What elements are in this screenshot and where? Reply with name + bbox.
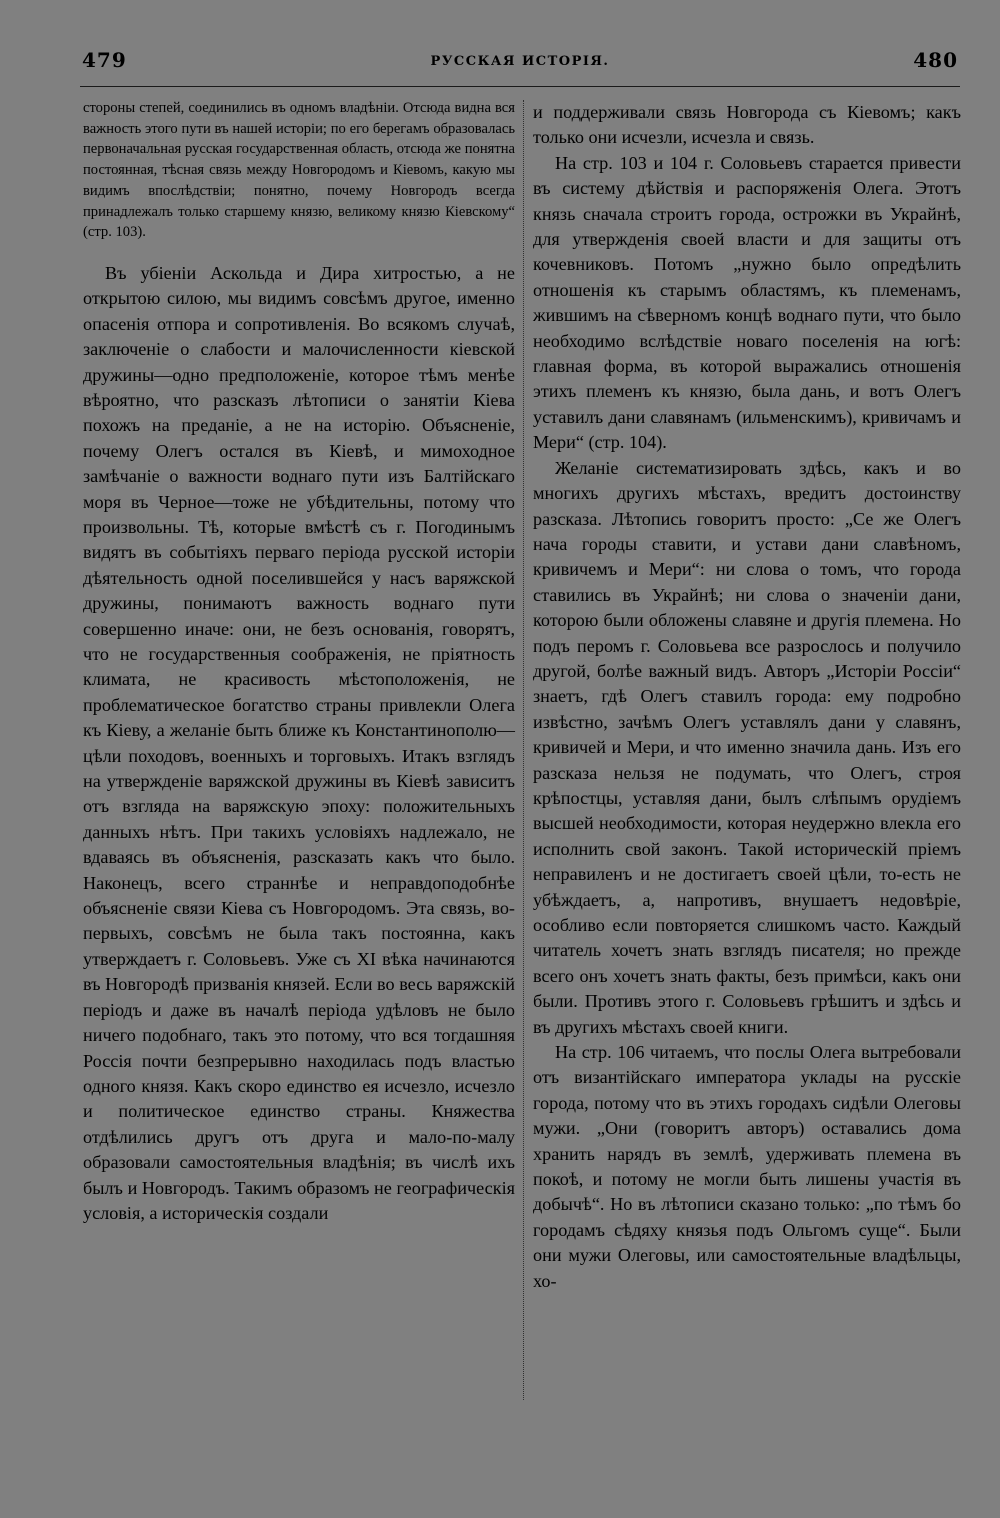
running-title: РУССКАЯ ИСТОРІЯ. bbox=[430, 54, 610, 69]
paragraph: На стр. 106 читаемъ, что послы Олега вытребовали отъ византійскаго императора уклады на русскіе города, потому что въ этихъ городахъ сидѣли Олеговы мужи. „Они (говоритъ авторъ) оставались дома хранить нарядъ въ землѣ, удерживать племена въ покоѣ, и потому не могли быть лишены участія въ добычѣ“. Но въ лѣтописи сказано только: „по тѣмъ бо городамъ сѣдяху князья подъ Ольгомъ суще“. Были они мужи Олеговы, или самостоятельные владѣльцы, хо- bbox=[533, 1042, 961, 1291]
paragraph-gap bbox=[83, 251, 515, 261]
paragraph: Въ убіеніи Аскольда и Дира хитростью, а не открытою силою, мы видимъ совсѣмъ другое, именно опасенія отпора и сопротивленія. Во всякомъ случаѣ, заключеніе о слабости и малочисленности кіевской дружины—одно предположеніе, которое тѣмъ менѣе вѣроятно, что разсказъ лѣтописи о занятіи Кіева похожъ на преданіе, а не на исторію. Объясненіе, почему Олегъ остался въ Кіевѣ, и мимоходное замѣчаніе о важности воднаго пути изъ Балтійскаго моря въ Черное—тоже не убѣдительны, потому что произвольны. Тѣ, которые вмѣстѣ съ г. Погодинымъ видятъ въ событіяхъ перваго періода русской исторіи дѣятельность одной поселившейся у насъ варяжской дружины, понимаютъ важность воднаго пути совершенно иначе: они, не безъ основанія, говорятъ, что не государственныя соображенія, не пріятность климата, не красивость мѣстоположенія, не проблематическое богатство страны привлекли Олега къ Кіеву, а желаніе быть ближе къ Константинополю—цѣли походовъ, военныхъ и торговыхъ. Итакъ взглядъ на утвержденіе варяжской дружины въ Кіевѣ зависитъ отъ взгляда на варяжскую эпоху: положительныхъ данныхъ нѣтъ. При такихъ условіяхъ надлежало, не вдаваясь въ объясненія, разсказать какъ что было. Наконецъ, всего страннѣе и неправдоподобнѣе объясненіе связи Кіева съ Новгородомъ. Эта связь, во-первыхъ, совсѣмъ не была такъ постоянна, какъ утверждаетъ г. Соловьевъ. Уже съ XI вѣка начинаются въ Новгородѣ призванія князей. Если во весь варяжскій періодъ и даже въ началѣ періода удѣловъ не было ничего подобнаго, такъ это потому, что вся тогдашняя Россія почти безпрерывно находилась подъ властью одного князя. Какъ скоро единство ея исчезло, исчезло и политическое единство страны. Княжества отдѣлились другъ отъ друга и мало-по-малу образовали самостоятельныя владѣнія; въ числѣ ихъ былъ и Новгородъ. Такимъ образомъ не географическія условія, а историческія создали bbox=[83, 262, 515, 1223]
block-quote: стороны степей, соединились въ одномъ владѣніи. Отсюда видна вся важность этого пути въ нашей исторіи; по его берегамъ образовалась первоначальная русская государственная область, отсюда же понятна постоянная, тѣсная связь между Новгородомъ и Кіевомъ, какую мы видимъ впослѣдствіи; понятно, почему Новгородъ всегда принадлежалъ только старшему князю, великому князю Кіевскому“ (стр. 103). bbox=[83, 100, 515, 241]
page-number-left: 479 bbox=[82, 48, 127, 72]
right-column bbox=[533, 100, 961, 1294]
paragraph: и поддерживали связь Новгорода съ Кіевомъ; какъ только они исчезли, исчезла и связь. bbox=[533, 102, 961, 148]
left-column bbox=[83, 98, 515, 1226]
page-number-right: 480 bbox=[913, 48, 958, 72]
paragraph: На стр. 103 и 104 г. Соловьевъ старается привести въ систему дѣйствія и распоряженія Олега. Этотъ князь сначала строитъ города, острожки въ Украйнѣ, для утвержденія своей власти и для защиты отъ кочевниковъ. Потомъ „нужно было опредѣлить отношенія къ старымъ областямъ, къ племенамъ, жившимъ на сѣверномъ концѣ воднаго пути, что было необходимо вслѣдствіе новаго поселенія на югѣ: главная форма, въ которой выражались отношенія этихъ племенъ къ князю, была дань, и вотъ Олегъ уставилъ дани славянамъ (ильменскимъ), кривичамъ и Мери“ (стр. 104). bbox=[533, 152, 961, 453]
page-header bbox=[82, 48, 958, 78]
column-divider bbox=[523, 100, 525, 1400]
header-rule bbox=[80, 86, 960, 87]
paragraph: Желаніе систематизировать здѣсь, какъ и во многихъ другихъ мѣстахъ, вредитъ достоинству разсказа. Лѣтопись говоритъ просто: „Се же Олегъ нача городы ставити, и устави дани славѣномъ, кривичемъ и Мери“: ни слова о томъ, что города ставились въ Украйнѣ; ни слова о значеніи дани, которою были обложены славяне и другія племена. Но подъ перомъ г. Соловьева все разрослось и получило другой, болѣе важный видъ. Авторъ „Исторіи Россіи“ знаетъ, гдѣ Олегъ ставилъ города: ему подробно извѣстно, зачѣмъ Олегъ уставлялъ дани у славянъ, кривичей и Мери, и что именно значила дань. Изъ его разсказа нельзя не подумать, что Олегъ, строя крѣпостцы, уставляя дани, былъ слѣпымъ орудіемъ высшей необходимости, которая неудержно влекла его исполнить свой законъ. Такой историческій пріемъ неправиленъ и не достигаетъ своей цѣли, то-есть не убѣждаетъ, а, напротивъ, внушаетъ недовѣріе, особливо если повторяется слишкомъ часто. Каждый читатель хочетъ знать взглядъ писателя; но прежде всего онъ хочетъ знать факты, безъ примѣси, какъ они были. Противъ этого г. Соловьевъ грѣшитъ и здѣсь и въ другихъ мѣстахъ своей книги. bbox=[533, 457, 961, 1037]
